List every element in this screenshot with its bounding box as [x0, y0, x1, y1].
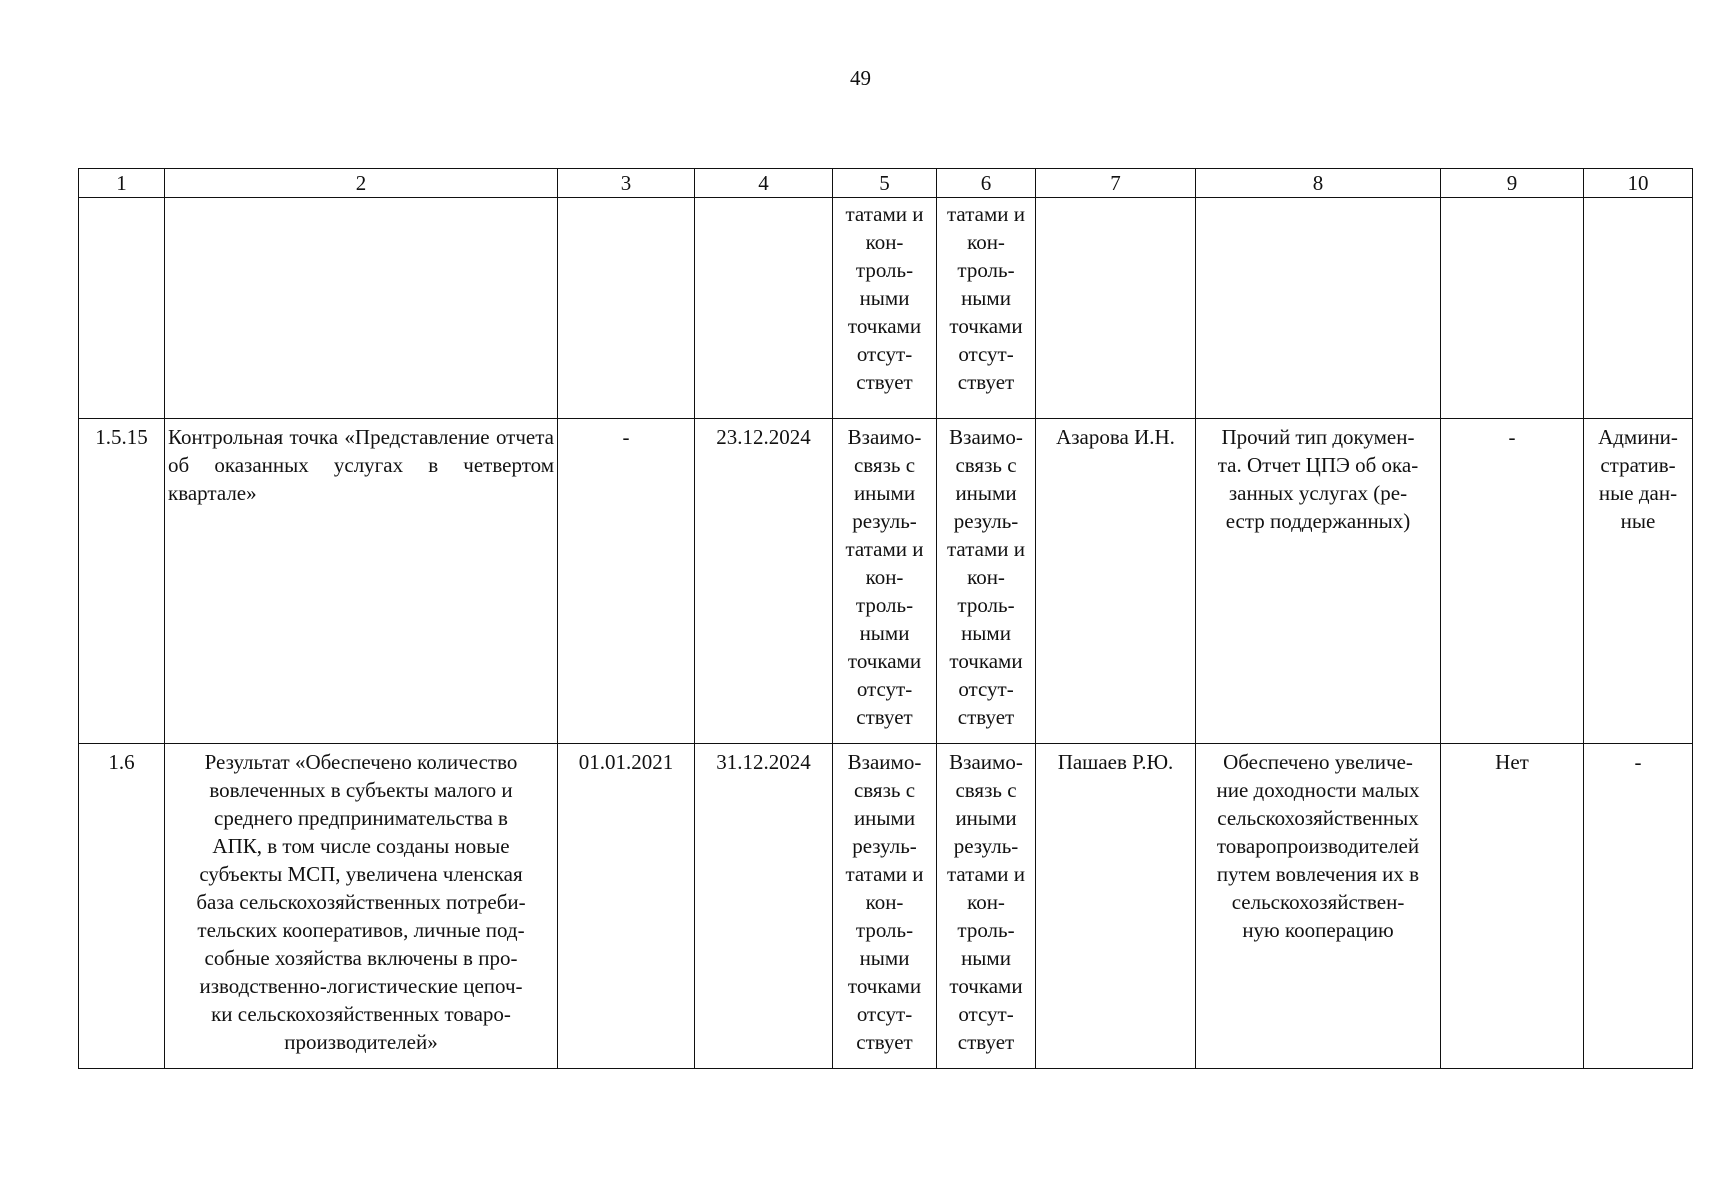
column-header: 4: [695, 169, 833, 198]
cell-result-type: Обеспечено увеличе- ние доходности малых сельскохозяйственных товаропроизводителей путем вовлечения их в сельскохозяйствен- ную кооперацию: [1196, 744, 1441, 1069]
cell-predecessor: Взаимо- связь с иными резуль- татами и кон- троль- ными точками отсут- ствует: [833, 419, 937, 744]
cell-responsible: Пашаев Р.Ю.: [1036, 744, 1196, 1069]
cell-start-date: [558, 198, 695, 419]
cell-predecessor: Взаимо- связь с иными резуль- татами и кон- троль- ными точками отсут- ствует: [833, 744, 937, 1069]
table-row: [79, 744, 1693, 1069]
cell-data-source: [1584, 198, 1693, 419]
cell-start-date: -: [558, 419, 695, 744]
column-header: 5: [833, 169, 937, 198]
cell-data-source: Админи- стратив- ные дан- ные: [1584, 419, 1693, 744]
cell-end-date: 23.12.2024: [695, 419, 833, 744]
column-header: 8: [1196, 169, 1441, 198]
cell-start-date: 01.01.2021: [558, 744, 695, 1069]
cell-end-date: 31.12.2024: [695, 744, 833, 1069]
cell-name: Результат «Обеспечено количество вовлеченных в субъекты малого и среднего предпринимательства в АПК, в том числе созданы новые субъекты МСП, увеличена членская база сельскохозяйственных потреби- тельских кооперативов, личные под- собные хозяйства включены в про- изводственно-логистические цепоч- ки сельскохозяйственных товаро- производителей»: [165, 744, 558, 1069]
cell-number: [79, 198, 165, 419]
cell-information-system: -: [1441, 419, 1584, 744]
plan-table: [78, 168, 1693, 1069]
cell-name: [165, 198, 558, 419]
cell-result-type: Прочий тип докумен- та. Отчет ЦПЭ об ока- занных услугах (ре- естр поддержанных): [1196, 419, 1441, 744]
column-header: 9: [1441, 169, 1584, 198]
page-number: 49: [850, 66, 871, 90]
cell-responsible: [1036, 198, 1196, 419]
cell-predecessor: татами и кон- троль- ными точками отсут- ствует: [833, 198, 937, 419]
table-row: [79, 198, 1693, 419]
cell-successor: Взаимо- связь с иными резуль- татами и кон- троль- ными точками отсут- ствует: [937, 744, 1036, 1069]
column-header: 3: [558, 169, 695, 198]
cell-successor: татами и кон- троль- ными точками отсут- ствует: [937, 198, 1036, 419]
column-header: 1: [79, 169, 165, 198]
cell-data-source: -: [1584, 744, 1693, 1069]
column-header: 2: [165, 169, 558, 198]
table-header-row: [79, 169, 1693, 198]
cell-successor: Взаимо- связь с иными резуль- татами и кон- троль- ными точками отсут- ствует: [937, 419, 1036, 744]
cell-name: Контрольная точка «Представление отчета об оказанных услугах в четвертом квартале»: [165, 419, 558, 744]
column-header: 10: [1584, 169, 1693, 198]
cell-information-system: [1441, 198, 1584, 419]
cell-result-type: [1196, 198, 1441, 419]
table-row: [79, 419, 1693, 744]
cell-number: 1.6: [79, 744, 165, 1069]
column-header: 7: [1036, 169, 1196, 198]
cell-responsible: Азарова И.Н.: [1036, 419, 1196, 744]
column-header: 6: [937, 169, 1036, 198]
cell-number: 1.5.15: [79, 419, 165, 744]
cell-end-date: [695, 198, 833, 419]
cell-information-system: Нет: [1441, 744, 1584, 1069]
